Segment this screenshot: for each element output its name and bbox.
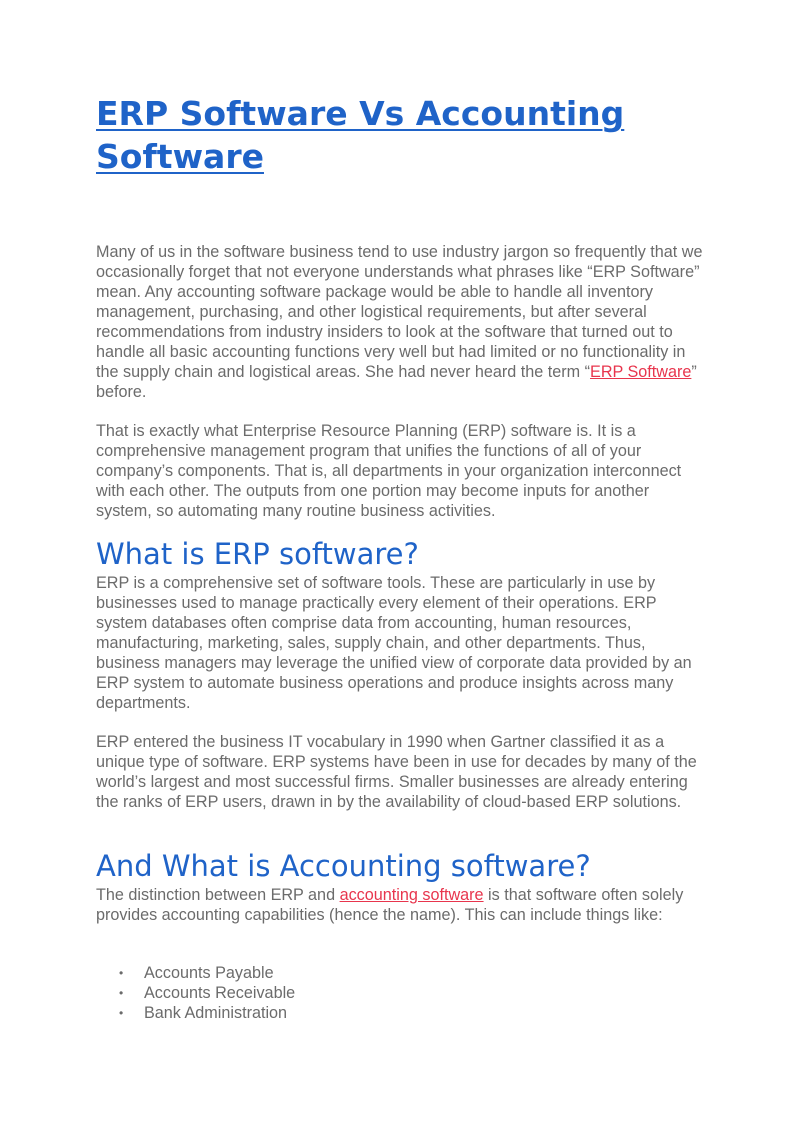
intro-paragraph-1-text: Many of us in the software business tend to use industry jargon so frequently that we occasionally forget that not everyone understands what phrases like “ERP Software” mean. Any accounting software package would be able to handle all inventory management, purchasing, and other logistical requirements, but after several recommendations from industry insiders to look at the software that turned out to handle all basic accounting functions very well but had limited or no functionality in the supply chain and logistical areas. She had never heard the term “ bbox=[96, 243, 703, 381]
list-item-label: Accounts Payable bbox=[144, 964, 274, 982]
document-title[interactable]: ERP Software Vs Accounting Software bbox=[96, 94, 625, 176]
erp-software-link[interactable]: ERP Software bbox=[590, 363, 692, 381]
erp-paragraph-2: ERP entered the business IT vocabulary in 1990 when Gartner classified it as a unique type of software. ERP systems have been in use for decades by many of the world’s largest and most successful firms. Smaller businesses are already entering the ranks of ERP users, drawn in by the availability of cloud-based ERP solutions. bbox=[96, 733, 697, 811]
erp-paragraph-1: ERP is a comprehensive set of software tools. These are particularly in use by businesses used to manage practically every element of their operations. ERP system databases often comprise data from accounting, human resources, manufacturing, marketing, sales, supply chain, and other departments. Thus, business managers may leverage the unified view of corporate data provided by an ERP system to automate business operations and produce insights across many departments. bbox=[96, 574, 692, 712]
intro-paragraph-1-tail: ” before. bbox=[96, 363, 697, 401]
list-item-label: Accounts Receivable bbox=[144, 984, 296, 1002]
list-item bbox=[96, 983, 295, 1003]
list-item bbox=[96, 963, 295, 983]
intro-paragraph-2: That is exactly what Enterprise Resource Planning (ERP) software is. It is a comprehensive management program that unifies the functions of all of your company’s components. That is, all departments in your organization interconnect with each other. The outputs from one portion may become inputs for another system, so automating many routine business activities. bbox=[96, 422, 682, 520]
accounting-features-list bbox=[96, 963, 295, 1023]
accounting-software-link[interactable]: accounting software bbox=[339, 886, 484, 904]
bullet-icon: • bbox=[119, 966, 124, 980]
what-is-erp-heading: What is ERP software? bbox=[96, 537, 419, 571]
accounting-paragraph-tail: is that software often solely provides accounting capabilities (hence the name). This can include things like: bbox=[96, 886, 684, 924]
accounting-paragraph-text: The distinction between ERP and bbox=[96, 886, 340, 904]
intro-paragraph-1 bbox=[96, 242, 706, 402]
bullet-icon: • bbox=[119, 1006, 124, 1020]
bullet-icon: • bbox=[119, 986, 124, 1000]
what-is-accounting-heading: And What is Accounting software? bbox=[96, 849, 591, 883]
list-item-label: Bank Administration bbox=[144, 1004, 288, 1022]
accounting-paragraph bbox=[96, 885, 706, 925]
list-item bbox=[96, 1003, 295, 1023]
